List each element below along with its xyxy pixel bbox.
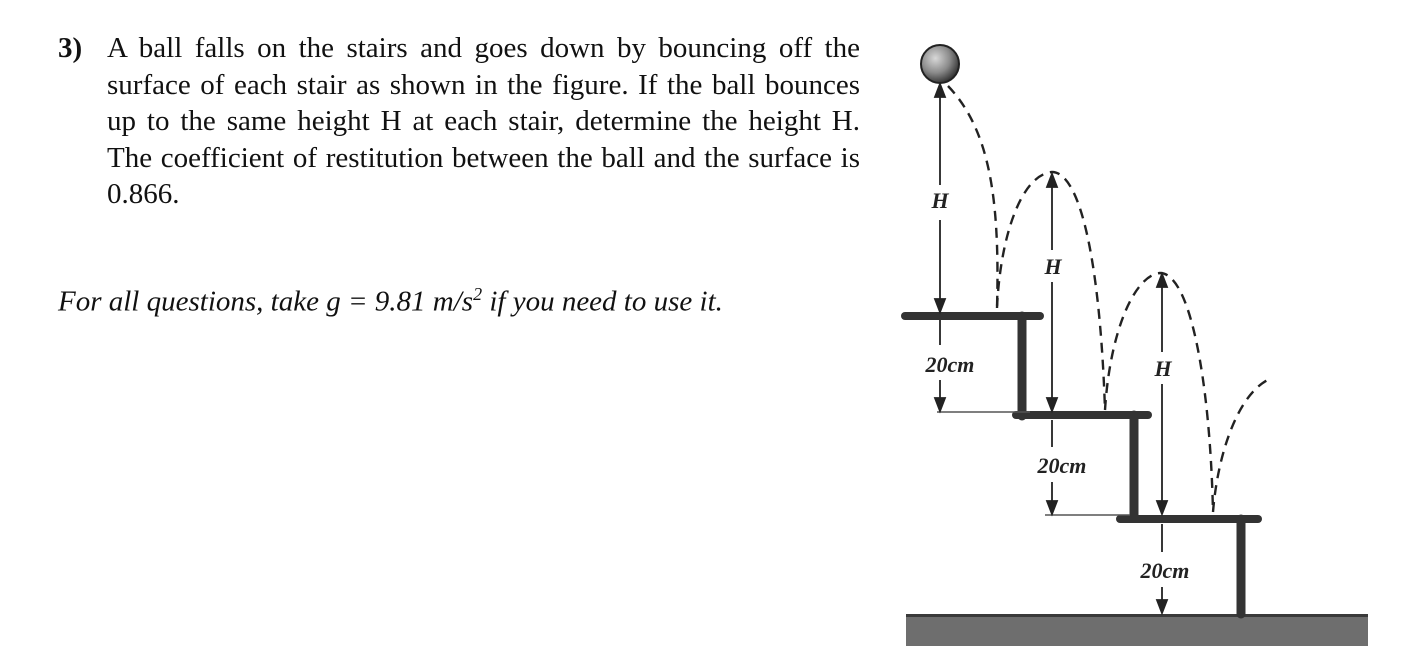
h3-arrow-down	[1157, 501, 1167, 514]
bounce-arc-1	[948, 86, 997, 308]
bounce-arc-4	[1213, 378, 1272, 512]
gravity-note-tail: if you need to use it.	[482, 285, 723, 318]
gravity-note	[58, 276, 723, 321]
problem-text: A ball falls on the stairs and goes down by bouncing off the surface of each stair as shown in the figure. If the ball bounces up to the same height H at each stair, determine the height H. The coefficient of restitution between the ball and the surface is 0.866.	[107, 32, 860, 210]
bounce-path	[948, 86, 1272, 512]
h3-arrow-up	[1157, 274, 1167, 287]
problem-number: 3)	[58, 32, 83, 64]
gravity-note-text: For all questions, take g = 9.81 m/s	[58, 285, 474, 318]
label-h1: H	[931, 188, 949, 213]
step-3-arrow-down	[1157, 600, 1167, 613]
stairs-figure	[895, 35, 1375, 649]
h2-arrow-down	[1047, 398, 1057, 411]
label-step-2: 20cm	[1037, 453, 1087, 478]
h2-arrow-up	[1047, 174, 1057, 187]
ball	[921, 45, 959, 83]
h1-arrow-up	[935, 84, 945, 97]
label-step-1: 20cm	[925, 352, 975, 377]
label-step-3: 20cm	[1140, 558, 1190, 583]
label-h3: H	[1154, 356, 1172, 381]
step-2-arrow-down	[1047, 501, 1057, 514]
bounce-arc-2	[997, 172, 1105, 410]
gravity-note-exponent: 2	[473, 284, 483, 304]
bounce-arc-3	[1105, 273, 1213, 512]
ground-top-edge	[906, 614, 1368, 617]
step-1-arrow-down	[935, 398, 945, 411]
ground	[906, 614, 1368, 646]
label-h2: H	[1044, 254, 1062, 279]
h1-arrow-down	[935, 299, 945, 312]
